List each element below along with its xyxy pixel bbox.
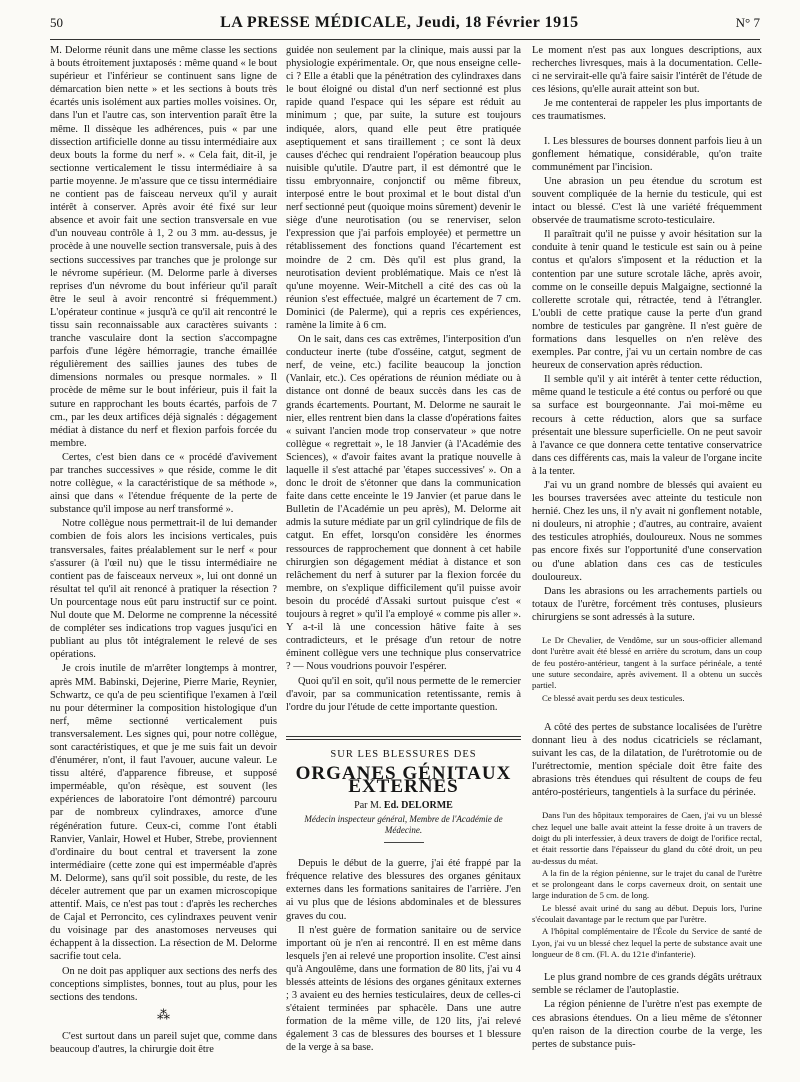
paragraph: Je crois inutile de m'arrêter longtemps à montrer, après MM. Babinski, Dejerine, Pierre Marie, Reynier, Schwartz, ce qu'a de peu scientifique l'examen à l'œil nu pour déterminer la composition histologique d'un nerf, même sectionné verticalement puis transversalement. Les signes qui, pour notre collègue, sont caractéristiques, et que je me suis fait un devoir d'énumérer, n'ont, il faut l'avouer, aucune valeur. Le tissu altéré, d'apparence fibreuse, et supposé imperméable, qu'on résèque, est souvent (les expériences de laboratoire l'ont démontré) parcouru par de nombreux cylindraxes, amorce d'une régénération future. Ceux-ci, comme l'ont établi Ranvier, Vanlair, Howel et Huber, Strebe, proviennent d'ordinaire du bout central et traversent la zone intermédiaire (cette zone qui est imperméable d'après M. Delorme), sans qu'il soit possible, du reste, de les déceler autrement que par un examen microscopique attentif. Mais, ce n'est pas tout : d'après les recherches de Cajal et Perroncito, ces cylindraxes peuvent venir du voisinage par des anastomoses nerveuses qui échappent à la dissection. La résection de M. Delorme sacrifie tout cela. <box>50 663 277 963</box>
paragraph: A côté des pertes de substance localisées de l'urètre donnant lieu à des nodus cicatriciels se réclamant, suivant les cas, de la dilatation, de l'urétrotomie ou de l'urétrectomie, mention spéciale doit être faite des abrasions très étendues qui résultent de coups de feu antéro-postérieurs, tangentiels à la surface du périnée. <box>532 721 762 799</box>
paragraph: Je me contenterai de rappeler les plus importants de ces traumatismes. <box>532 98 762 123</box>
issue-number: N° 7 <box>735 15 760 30</box>
spacer <box>532 625 762 635</box>
paragraph: C'est surtout dans un pareil sujet que, comme dans beaucoup d'autres, la chirurgie doit être <box>50 1030 277 1055</box>
paragraph: On ne doit pas appliquer aux sections des nerfs des conceptions simplistes, bonnes, tout au plus, pour les sections des tendons. <box>50 965 277 1003</box>
article-kicker: SUR LES BLESSURES DES <box>330 748 477 760</box>
paragraph: Une abrasion un peu étendue du scrotum est souvent compliquée de la hernie du testicule, qui est intact ou blessé. C'est là une variété fréquemment observée de traumatisme scroto-testiculaire. <box>532 175 762 227</box>
spacer <box>532 705 762 721</box>
spacer <box>532 125 762 135</box>
case-note: Le Dr Chevalier, de Vendôme, sur un sous-officier allemand dont l'urètre avait été blessé en arrière du scrotum, dans un coup de feu postéro-antérieur, tangent à la surface périnéale, a tenté une suture secondaire, après avivement. Il a obtenu un succès partiel. <box>532 635 762 691</box>
article-short-rule <box>384 842 424 843</box>
article-author <box>286 799 521 812</box>
paragraph: Il semble qu'il y ait intérêt à tenter cette réduction, même quand le testicule a été contus ou perforé ou que sa surface est bourgeonnante. J'ai moi-même eu recours à cette réduction, alors que sa surface présentait une blessure superficielle. On ne peut savoir à l'avance ce que donnera cette tentative conservatrice dans ces différents cas, mais la valeur de l'organe incite à la tenter. <box>532 374 762 477</box>
paragraph: Depuis le début de la guerre, j'ai été frappé par la fréquence relative des blessures des organes génitaux externes dans les formations sanitaires de l'arrière. J'en ai vu plus que de lésions abdominales et de blessures graves du cou. <box>286 858 521 922</box>
page-number: 50 <box>50 15 63 30</box>
case-note-block <box>532 635 762 704</box>
paragraph: Il paraîtrait qu'il ne puisse y avoir hésitation sur la conduite à tenir quand le testicule est sain ou à peine contus et qu'alors s'imposent et la réduction et la contention par une suture scrotale lâche, après avoir, comme on le conseille depuis Malgaigne, sectionné la collerette scrotale qui, rétractée, tend à l'étrangler. L'oubli de cette pratique cause la perte d'un grand nombre de testicules par gangrène. Il n'est guère de formations dans lesquelles on n'en relève des exemples. Par contre, j'ai vu un certain nombre de cas heureux de conservation après réduction. <box>532 229 762 372</box>
author-prefix: Par M. <box>354 800 382 812</box>
paragraph: Quoi qu'il en soit, qu'il nous permette de le remercier d'avoir, par sa communication retentissante, remis à l'ordre du jour l'étude de cette importante question. <box>286 675 521 713</box>
paragraph: Dans les abrasions ou les arrachements partiels ou totaux de l'urètre, forcément très contuses, plusieurs chirurgiens se sont adressés à la suture. <box>532 585 762 623</box>
journal-title: LA PRESSE MÉDICALE, Jeudi, 18 Février 1915 <box>220 14 579 31</box>
header-rule <box>50 39 760 40</box>
paragraph: M. Delorme réunit dans une même classe les sections à bouts étroitement juxtaposés : même quand « le bout supérieur et l'inférieur se continuent sans ligne de démarcation bien nette » et les sections à bouts très écartés unis isolément aux parties molles voisines. Or, dans l'un et l'autre cas, son intervention paraît être la même. Il dissèque les adhérences, puis « par une dissection artificielle donne au tissu intermédiaire aux deux bouts la forme du nerf ». « Cela fait, dit-il, je sectionne verticalement le tissu intermédiaire à sa partie moyenne. Je m'assure que ce tissu intermédiaire ne contient pas de faisceau nerveux qu'il y aurait intérêt à conserver. Après avoir été fixé sur leur absence et avoir fait une section transversale en vue d'un nouveau contrôle à 1, 2 ou 3 mm. au-dessus, je procède à une nouvelle section transversale, puis à des sections successives par tranches que je prolonge sur le névrome supérieur. (M. Delorme parle à diverses reprises d'un névrome du bout inférieur qu'il paraît être le seul à avoir rencontré si fréquemment.) L'opérateur continue « jusqu'à ce qu'il ait rencontré le tissu sain reconnaissable aux caractères suivants : tranche vasculaire dont la section s'accompagne parfois d'une légère hémorragie, tranche émaillée régulièrement des saillies jaunes des tubes de dimensions normales ou presque normales. » Il procède de même sur le bout inférieur, puis il fait la suture en rapprochant les bouts écartés, parfois de 7 cm., par les deux artifices déjà signalés : dégagement médiat à distance du nerf et flexion parfois forcée du membre. <box>50 45 277 449</box>
spacer <box>532 800 762 810</box>
paragraph: Notre collègue nous permettrait-il de lui demander combien de fois alors les incisions verticales, puis transversales, faites préalablement sur le nerf « pour s'assurer (à l'œil nu) que le tissu intermédiaire ne contient pas de faisceaux nerveux », lui ont donné un résultat tel qu'il ait renoncé à pratiquer la résection ? Un pourcentage nous eût paru instructif sur ce point. Nul doute que M. Delorme ne comprenne la nécessité de compléter ses indications trop vagues jusqu'ici en publiant au plus tôt intégralement le relevé de ses opérations. <box>50 518 277 661</box>
paragraph: Le plus grand nombre de ces grands dégâts urétraux semble se réclamer de l'autoplastie. <box>532 972 762 997</box>
paragraph: guidée non seulement par la clinique, mais aussi par la physiologie expérimentale. Or, que nous enseigne celle-ci ? Elle a établi que la pénétration des cylindraxes dans le bout éloigné ou distal d'un nerf sectionné est plus rapide quand l'espace qui les sépare est réduit au minimum ; que, par suite, la suture est toujours indiquée, alors, quand elle peut être pratiquée aseptiquement et sans tiraillement ; ce sont là deux causes d'échec qui rendraient l'opération beaucoup plus nuisible qu'utile. D'autre part, il est démontré que le tissu embryonnaire, conjonctif ou même fibreux, interposé entre le bout proximal et le bout distal d'un nerf sectionné peut (quoique moins sûrement) devenir le siège d'une neurotisation (ou se renerviser, selon l'expression que j'ai parfois employée) et permettre un rétablissement des fonctions quand l'écartement est moindre de 2 cm. Dès qu'il est plus grand, la neurotisation devient problématique. Mais ce n'est là qu'une moyenne. Weir-Mitchell a cité des cas où la réunion s'est effectuée, malgré un écartement de 7 cm. Dominici (de Palerme), qui a repris ces expériences, ramène la limite à 6 cm. <box>286 45 521 331</box>
author-affiliation: Médecin inspecteur général, Membre de l'Académie de Médecine. <box>304 814 503 836</box>
case-note: Ce blessé avait perdu ses deux testicules. <box>542 692 685 703</box>
article-rule <box>286 736 521 737</box>
column-1 <box>50 44 277 1074</box>
page-header <box>50 14 760 38</box>
paragraph: Il n'est guère de formation sanitaire ou de service important où je n'en ai rencontré. Il en est même dans lesquels j'en ai relevé une proportion insolite. C'est ainsi qu'à Angoulême, dans une formation de 80 lits, j'ai vu 4 blessés atteints de lésions des organes génitaux externes ; 3 avaient eu des hernies testiculaires, deux de celles-ci s'étaient terminées par sphacèle. Dans une autre formation de la même ville, de 120 lits, j'ai relevé également 3 cas de blessures des bourses et 1 blessure de la verge à sa base. <box>286 924 521 1054</box>
case-note: Le blessé avait uriné du sang au début. Depuis lors, l'urine s'écoulait davantage par le rectum que par l'urètre. <box>532 902 762 925</box>
case-note: Dans l'un des hôpitaux temporaires de Caen, j'ai vu un blessé chez lequel une balle avait atteint la fesse droite à un travers de doigt du pli interfessier, à deux travers de doigt de l'orifice rectal, et était ressortie dans l'épaisseur du gland du côté droit, un peu au-dessus du méat. <box>532 810 762 866</box>
column-3 <box>532 44 762 1074</box>
paragraph: On le sait, dans ces cas extrêmes, l'interposition d'un conducteur inerte (tube d'osséine, catgut, segment de nerf, de veine, etc.) facilite beaucoup la jonction (Vanlair, etc.). Ces opérations de réunion médiate ou à distance ont donné de beaux succès dans les cas de grands écartements. Pourtant, M. Delorme ne saurait le nier, elles rentrent bien dans la classe d'opérations faites « suivant l'ancien mode trop conservateur » que notre collègue « regrettait », le 18 Janvier (à l'Académie des Sciences), « d'avoir faites avant la pratique nouvelle à laquelle il s'est attaché par 'étapes successives' ». On a donc le droit de s'étonner que dans la communication faite dans cette enceinte le 19 Janvier (et parue dans le Bulletin de l'Académie un peu après), M. Delorme ait admis la suture médiate par un gril cylindrique de fils de catgut. En effet, lorsqu'on considère les énormes ressources de rapprochement que donnent à cet habile chirurgien son dégagement médiat à distance et son relâchement du nerf à suturer par la flexion forcée du membre, on s'explique difficilement qu'il puisse avoir besoin du procédé d'Assaki surtout puisque c'est « toujours à regret » qu'il l'a employé « comme pis aller ». Y a-t-il là une concession hâtive faite à ses contradicteurs, et le présage d'un retour de notre éminent collègue vers une technique plus conservatrice ? — Nous voudrions pouvoir l'espérer. <box>286 334 521 673</box>
article-heading: ORGANES GÉNITAUX EXTERNES <box>295 762 512 797</box>
article-rule-thin <box>286 739 521 740</box>
article-header <box>286 736 521 843</box>
column-2 <box>286 44 521 1074</box>
spacer <box>532 961 762 971</box>
asterism-divider: ⁂ <box>157 1006 170 1022</box>
paragraph: J'ai vu un grand nombre de blessés qui avaient eu les bourses traversées avec atteinte du testicule non hernié. Chez les uns, il n'y avait ni gonflement notable, ni douleurs, ni atrophie ; d'autres, au contraire, avaient des testicules atrophiés, douloureux. Nous ne sommes pas encore fixés sur l'opportunité d'une conservation ou d'une ablation dans ces cas de testicules douloureux. <box>532 480 762 583</box>
author-name: Ed. DELORME <box>383 800 453 812</box>
case-note-block <box>532 810 762 960</box>
paragraph: Le moment n'est pas aux longues descriptions, aux recherches livresques, mais à la documentation. Celle-ci ne servirait-elle qu'à faire saisir l'intérêt de l'étude de ces lésions, qu'elle aurait atteint son but. <box>532 45 762 96</box>
case-note: A l'hôpital complémentaire de l'École du Service de santé de Lyon, j'ai vu un blessé chez lequel la perte de substance avait une longueur de 8 cm. (Fl. A. du 121e d'infanterie). <box>532 926 762 959</box>
paragraph: I. Les blessures de bourses donnent parfois lieu à un gonflement hématique, considérable, qu'on traite communément par l'incision. <box>532 135 762 173</box>
case-note: A la fin de la région pénienne, sur le trajet du canal de l'urètre et se prolongeant dans le corps caverneux droit, on sentait une large induration de 5 cm. de long. <box>532 867 762 901</box>
paragraph: La région pénienne de l'urètre n'est pas exempte de ces abrasions étendues. On a lieu même de s'étonner qu'en raison de la direction courbe de la verge, les pertes de substance puis- <box>532 999 762 1050</box>
paragraph: Certes, c'est bien dans ce « procédé d'avivement par tranches successives » que réside, comme le dit notre collègue, « la caractéristique de sa méthode », ainsi que dans « l'étendue fréquente de la perte de substance qu'il impose au nerf transformé ». <box>50 451 277 516</box>
